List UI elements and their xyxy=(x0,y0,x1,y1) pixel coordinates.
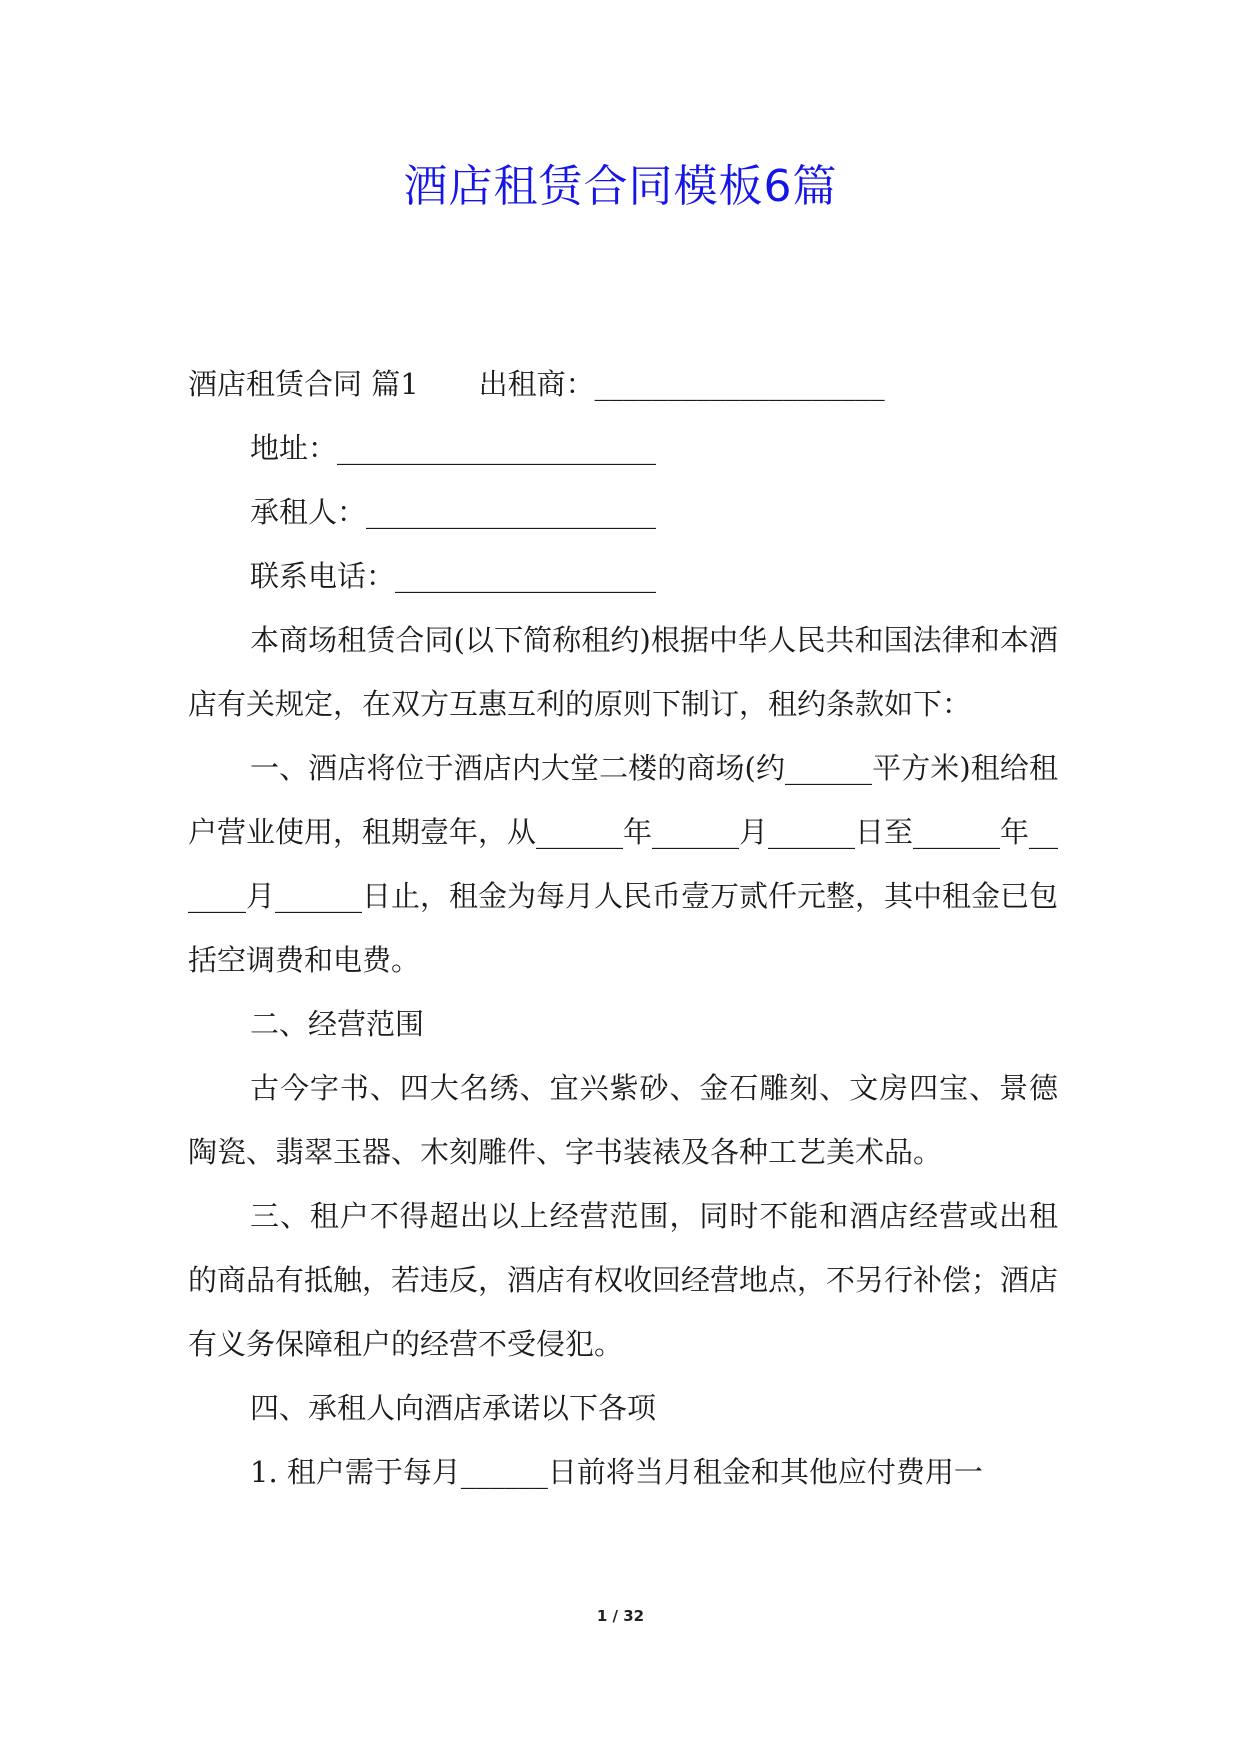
document-title: 酒店租赁合同模板6篇 xyxy=(403,161,838,212)
address-field: 地址：______________________ xyxy=(250,431,657,465)
paragraph-business-scope: 古今字书、四大名绣、宜兴紫砂、金石雕刻、文房四宝、景德陶瓷、翡翠玉器、木刻雕件、字书装裱及各种工艺美术品。 xyxy=(188,1071,1058,1169)
lessee-field: 承租人：____________________ xyxy=(250,495,657,529)
paragraph-clause-3: 三、租户不得超出以上经营范围，同时不能和酒店经营或出租的商品有抵触，若违反，酒店有权收回经营地点，不另行补偿；酒店有义务保障租户的经营不受侵犯。 xyxy=(188,1199,1059,1361)
paragraph-clause-2-heading: 二、经营范围 xyxy=(250,1007,425,1041)
document-body xyxy=(188,352,1058,1504)
heading-line xyxy=(188,352,1058,416)
paragraph-clause-4-heading: 四、承租人向酒店承诺以下各项 xyxy=(250,1391,657,1425)
phone-field: 联系电话：__________________ xyxy=(250,559,657,593)
section-heading: 酒店租赁合同 篇1 xyxy=(188,367,419,401)
paragraph-clause-1: 一、酒店将位于酒店内大堂二楼的商场(约______平方米)租给租户营业使用，租期壹年，从______年______月______日至______年______月______日止，租金为每月人民币壹万贰仟元整，其中租金已包括空调费和电费。 xyxy=(188,751,1059,977)
lessor-field: 出租商：____________________ xyxy=(478,367,885,401)
page-number: 1 / 32 xyxy=(596,1607,645,1625)
paragraph-clause-4-item-1: 1. 租户需于每月______日前将当月租金和其他应付费用一 xyxy=(250,1455,983,1489)
paragraph-intro: 本商场租赁合同(以下简称租约)根据中华人民共和国法律和本酒店有关规定，在双方互惠互利的原则下制订，租约条款如下： xyxy=(188,623,1058,721)
